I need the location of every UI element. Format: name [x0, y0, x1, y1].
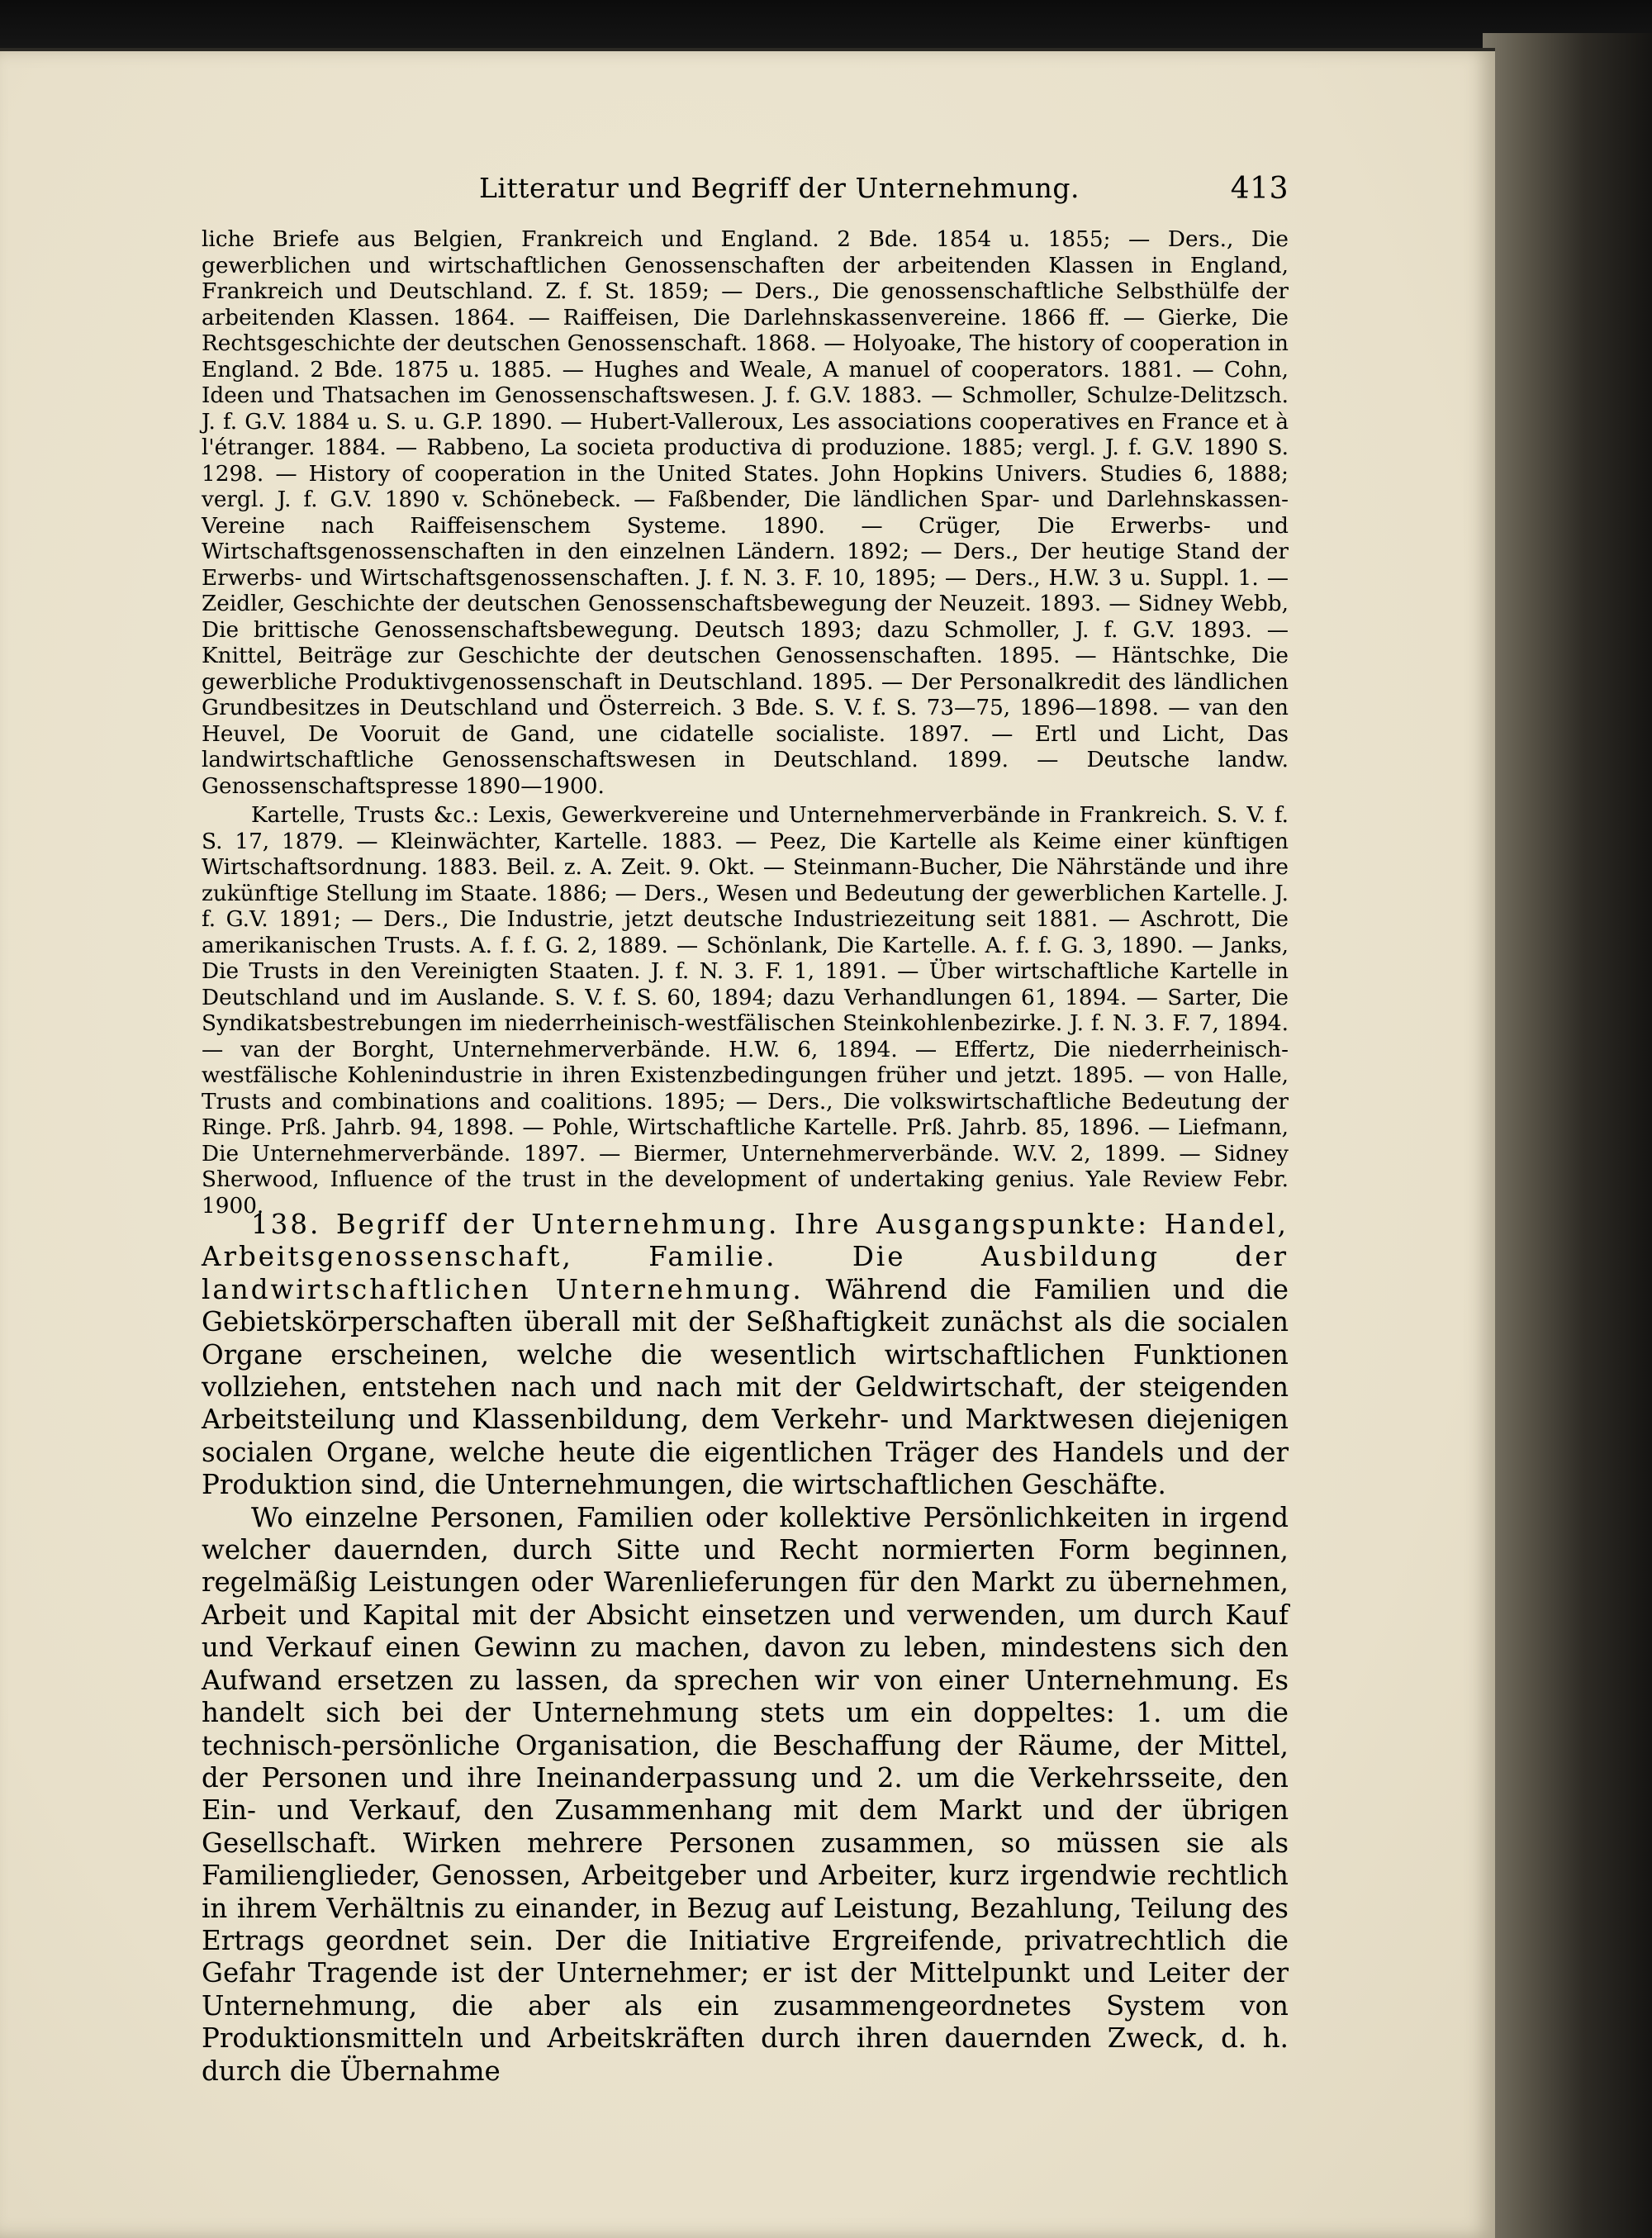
bibliography-paragraph-cooperatives: liche Briefe aus Belgien, Frankreich und England. 2 Bde. 1854 u. 1855; — Ders., Die gewerblichen und wirtschaftlichen Genossenschaften der arbeitenden Klassen in England, Frankreich und Deutschland. Z. f. St. 1859; — Ders., Die genossenschaftliche Selbsthülfe der arbeitenden Klassen. 1864. — Raiffeisen, Die Darlehnskassenvereine. 1866 ff. — Gierke, Die Rechtsgeschichte der deutschen Genossenschaft. 1868. — Holyoake, The history of cooperation in England. 2 Bde. 1875 u. 1885. — Hughes and Weale, A manuel of cooperators. 1881. — Cohn, Ideen und Thatsachen im Genossenschaftswesen. J. f. G.V. 1883. — Schmoller, Schulze-Delitzsch. J. f. G.V. 1884 u. S. u. G.P. 1890. — Hubert-Valleroux, Les associations cooperatives en France et à l'étranger. 1884. — Rabbeno, La societa productiva di produzione. 1885; vergl. J. f. G.V. 1890 S. 1298. — History of cooperation in the United States. John Hopkins Univers. Studies 6, 1888; vergl. J. f. G.V. 1890 v. Schönebeck. — Faßbender, Die ländlichen Spar- und Darlehnskassen-Vereine nach Raiffeisenschem Systeme. 1890. — Crüger, Die Erwerbs- und Wirtschaftsgenossenschaften in den einzelnen Ländern. 1892; — Ders., Der heutige Stand der Erwerbs- und Wirtschaftsgenossenschaften. J. f. N. 3. F. 10, 1895; — Ders., H.W. 3 u. Suppl. 1. — Zeidler, Geschichte der deutschen Genossenschaftsbewegung der Neuzeit. 1893. — Sidney Webb, Die brittische Genossenschaftsbewegung. Deutsch 1893; dazu Schmoller, J. f. G.V. 1893. — Knittel, Beiträge zur Geschichte der deutschen Genossenschaften. 1895. — Häntschke, Die gewerbliche Produktivgenossenschaft in Deutschland. 1895. — Der Personalkredit des ländlichen Grundbesitzes in Deutschland und Österreich. 3 Bde. S. V. f. S. 73—75, 1896—1898. — van den Heuvel, De Vooruit de Gand, une cidatelle socialiste. 1897. — Ertl und Licht, Das landwirtschaftliche Genossenschaftswesen in Deutschland. 1899. — Deutsche landw. Genossenschaftspresse 1890—1900. [202, 227, 1289, 799]
section-first-paragraph [202, 1209, 1289, 1502]
bibliography-paragraph-cartels: Kartelle, Trusts &c.: Lexis, Gewerkvereine und Unternehmerverbände in Frankreich. S. V. f. S. 17, 1879. — Kleinwächter, Kartelle. 1883. — Peez, Die Kartelle als Keime einer künftigen Wirtschaftsordnung. 1883. Beil. z. A. Zeit. 9. Okt. — Steinmann-Bucher, Die Nährstände und ihre zukünftige Stellung im Staate. 1886; — Ders., Wesen und Bedeutung der gewerblichen Kartelle. J. f. G.V. 1891; — Ders., Die Industrie, jetzt deutsche Industriezeitung seit 1881. — Aschrott, Die amerikanischen Trusts. A. f. f. G. 2, 1889. — Schönlank, Die Kartelle. A. f. f. G. 3, 1890. — Janks, Die Trusts in den Vereinigten Staaten. J. f. N. 3. F. 1, 1891. — Über wirtschaftliche Kartelle in Deutschland und im Auslande. S. V. f. S. 60, 1894; dazu Verhandlungen 61, 1894. — Sarter, Die Syndikatsbestrebungen im niederrheinisch-westfälischen Steinkohlenbezirke. J. f. N. 3. F. 7, 1894. — van der Borght, Unternehmerverbände. H.W. 6, 1894. — Effertz, Die niederrheinisch-westfälische Kohlenindustrie in ihren Existenzbedingungen früher und jetzt. 1895. — von Halle, Trusts and combinations and coalitions. 1895; — Ders., Die volkswirtschaftliche Bedeutung der Ringe. Prß. Jahrb. 94, 1898. — Pohle, Wirtschaftliche Kartelle. Prß. Jahrb. 85, 1896. — Liefmann, Die Unternehmerverbände. 1897. — Biermer, Unternehmerverbände. W.V. 2, 1899. — Sidney Sherwood, Influence of the trust in the development of undertaking genius. Yale Review Febr. 1900. [202, 803, 1289, 1219]
section-heading: 138. Begriff der Unternehmung. Ihre Ausgangspunkte: Handel, Arbeitsgenossenschaft, Familie. Die Ausbildung der landwirtschaftlichen Unternehmung. [202, 1209, 1289, 1305]
running-header [479, 172, 1289, 213]
bibliography-block [202, 227, 1289, 1219]
page-number: 413 [1230, 172, 1289, 206]
section-paragraph-1: Während die Familien und die Gebietskörperschaften überall mit der Seßhaftigkeit zunächst als die socialen Organe erscheinen, welche die wesentlich wirtschaftlichen Funktionen vollziehen, entstehen nach und nach mit der Geldwirtschaft, der steigenden Arbeitsteilung und Klassenbildung, dem Verkehr- und Marktwesen diejenigen socialen Organe, welche heute die eigentlichen Träger des Handels und der Produktion sind, die Unternehmungen, die wirtschaftlichen Geschäfte. [202, 1273, 1289, 1501]
page-top-edge [0, 48, 1495, 51]
section-paragraph-2: Wo einzelne Personen, Familien oder kollektive Persönlichkeiten in irgend welcher dauernden, durch Sitte und Recht normierten Form beginnen, regelmäßig Leistungen oder Warenlieferungen für den Markt zu übernehmen, Arbeit und Kapital mit der Absicht einsetzen und verwenden, um durch Kauf und Verkauf einen Gewinn zu machen, davon zu leben, mindestens sich den Aufwand ersetzen zu lassen, da sprechen wir von einer Unternehmung. Es handelt sich bei der Unternehmung stets um ein doppeltes: 1. um die technisch-persönliche Organisation, die Beschaffung der Räume, der Mittel, der Personen und ihre Ineinanderpassung und 2. um die Verkehrsseite, den Ein- und Verkauf, den Zusammenhang mit dem Markt und der übrigen Gesellschaft. Wirken mehrere Personen zusammen, so müssen sie als Familienglieder, Genossen, Arbeitgeber und Arbeiter, kurz irgendwie rechtlich in ihrem Verhältnis zu einander, in Bezug auf Leistung, Bezahlung, Teilung des Ertrags geordnet sein. Der die Initiative Ergreifende, privatrechtlich die Gefahr Tragende ist der Unternehmer; er ist der Mittelpunkt und Leiter der Unternehmung, die aber als ein zusammengeordnetes System von Produktionsmitteln und Arbeitskräften durch ihren dauernden Zweck, d. h. durch die Übernahme [202, 1501, 1289, 2087]
running-title: Litteratur und Begriff der Unternehmung. [479, 172, 1080, 204]
main-text [202, 1209, 1289, 2088]
book-spine [1483, 33, 1652, 2238]
